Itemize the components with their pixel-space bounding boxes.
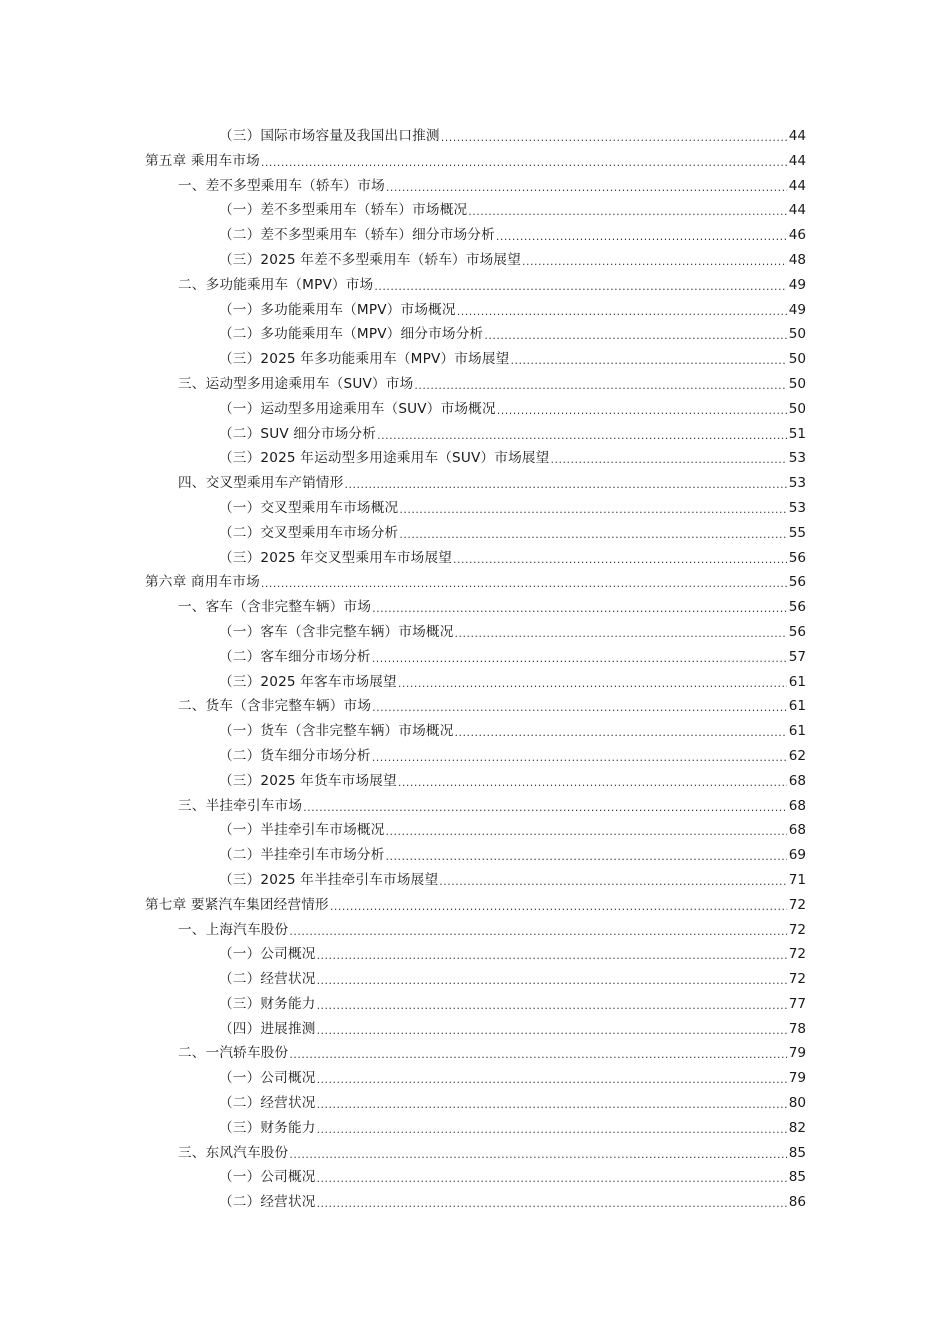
toc-page-number: 85 xyxy=(788,1169,806,1186)
toc-chapter-entry[interactable] xyxy=(0,570,950,595)
toc-section-entry[interactable] xyxy=(0,595,950,620)
toc-dot-leader xyxy=(510,349,787,374)
toc-dot-leader xyxy=(550,448,787,473)
toc-subsection-entry[interactable] xyxy=(0,248,950,273)
toc-entry-line xyxy=(178,372,806,397)
toc-subsection-entry[interactable] xyxy=(0,422,950,447)
toc-dot-leader xyxy=(386,820,787,845)
toc-entry-title: 二、一汽轿车股份 xyxy=(178,1045,289,1062)
toc-subsection-entry[interactable] xyxy=(0,992,950,1017)
toc-page-number: 85 xyxy=(788,1144,806,1161)
toc-page-number: 53 xyxy=(788,499,806,516)
toc-entry-title: （三）2025 年运动型多用途乘用车（SUV）市场展望 xyxy=(219,450,550,467)
toc-entry-title: （一）差不多型乘用车（轿车）市场概况 xyxy=(219,202,468,219)
toc-entry-title: （一）公司概况 xyxy=(219,1070,316,1087)
toc-page-number: 50 xyxy=(788,351,806,368)
toc-entry-line xyxy=(219,645,806,670)
toc-page-number: 46 xyxy=(788,227,806,244)
toc-subsection-entry[interactable] xyxy=(0,719,950,744)
toc-page-number: 50 xyxy=(788,375,806,392)
toc-page-number: 68 xyxy=(788,772,806,789)
toc-entry-title: （三）2025 年多功能乘用车（MPV）市场展望 xyxy=(219,351,510,368)
toc-entry-title: 第六章 商用车市场 xyxy=(145,574,260,591)
toc-entry-line xyxy=(219,397,806,422)
toc-subsection-entry[interactable] xyxy=(0,942,950,967)
toc-dot-leader xyxy=(317,944,787,969)
toc-dot-leader xyxy=(261,572,787,597)
toc-page-number: 61 xyxy=(788,723,806,740)
toc-page-number: 56 xyxy=(788,599,806,616)
toc-page-number: 78 xyxy=(788,1020,806,1037)
toc-subsection-entry[interactable] xyxy=(0,620,950,645)
toc-entry-title: （四）进展推测 xyxy=(219,1020,316,1037)
toc-entry-title: （二）半挂牵引车市场分析 xyxy=(219,847,385,864)
toc-entry-title: （二）货车细分市场分析 xyxy=(219,747,371,764)
toc-subsection-entry[interactable] xyxy=(0,496,950,521)
toc-page-number: 72 xyxy=(788,946,806,963)
toc-dot-leader xyxy=(317,1093,787,1118)
toc-page-number: 72 xyxy=(788,896,806,913)
toc-subsection-entry[interactable] xyxy=(0,397,950,422)
toc-subsection-entry[interactable] xyxy=(0,298,950,323)
toc-entry-line xyxy=(219,546,806,571)
toc-entry-title: （三）2025 年客车市场展望 xyxy=(219,673,397,690)
toc-entry-line xyxy=(219,620,806,645)
toc-dot-leader xyxy=(522,250,787,275)
toc-section-entry[interactable] xyxy=(0,694,950,719)
toc-dot-leader xyxy=(317,1192,787,1217)
toc-subsection-entry[interactable] xyxy=(0,546,950,571)
toc-page-number: 50 xyxy=(788,400,806,417)
toc-dot-leader xyxy=(317,994,787,1019)
toc-section-entry[interactable] xyxy=(0,794,950,819)
toc-entry-title: （二）客车细分市场分析 xyxy=(219,648,371,665)
toc-entry-line xyxy=(219,223,806,248)
toc-dot-leader xyxy=(372,647,787,672)
toc-chapter-entry[interactable] xyxy=(0,893,950,918)
toc-entry-title: （一）多功能乘用车（MPV）市场概况 xyxy=(219,301,456,318)
toc-entry-line xyxy=(178,1141,806,1166)
toc-dot-leader xyxy=(386,176,787,201)
toc-section-entry[interactable] xyxy=(0,918,950,943)
toc-entry-title: （一）半挂牵引车市场概况 xyxy=(219,822,385,839)
toc-page-number: 71 xyxy=(788,871,806,888)
toc-page-number: 61 xyxy=(788,698,806,715)
toc-entry-line xyxy=(219,446,806,471)
toc-entry-line xyxy=(178,595,806,620)
toc-subsection-entry[interactable] xyxy=(0,1017,950,1042)
toc-dot-leader xyxy=(399,498,787,523)
toc-page-number: 62 xyxy=(788,747,806,764)
toc-entry-line xyxy=(219,248,806,273)
toc-dot-leader xyxy=(398,672,787,697)
toc-entry-line xyxy=(219,1116,806,1141)
toc-entry-line xyxy=(178,794,806,819)
toc-entry-line xyxy=(145,570,806,595)
toc-entry-line xyxy=(219,496,806,521)
toc-subsection-entry[interactable] xyxy=(0,198,950,223)
toc-entry-title: （三）财务能力 xyxy=(219,995,316,1012)
toc-page-number: 82 xyxy=(788,1119,806,1136)
toc-entry-line xyxy=(219,124,806,149)
toc-section-entry[interactable] xyxy=(0,174,950,199)
toc-page-number: 55 xyxy=(788,524,806,541)
toc-entry-line xyxy=(219,818,806,843)
toc-page-number: 50 xyxy=(788,326,806,343)
toc-subsection-entry[interactable] xyxy=(0,843,950,868)
toc-subsection-entry[interactable] xyxy=(0,769,950,794)
toc-page-number: 53 xyxy=(788,450,806,467)
toc-entry-line xyxy=(219,422,806,447)
toc-entry-title: 第七章 要紧汽车集团经营情形 xyxy=(145,896,329,913)
toc-dot-leader xyxy=(345,473,787,498)
toc-page-number: 80 xyxy=(788,1095,806,1112)
toc-section-entry[interactable] xyxy=(0,372,950,397)
toc-dot-leader xyxy=(484,324,787,349)
toc-entry-title: 二、多功能乘用车（MPV）市场 xyxy=(178,276,374,293)
toc-page-number: 69 xyxy=(788,847,806,864)
toc-subsection-entry[interactable] xyxy=(0,1091,950,1116)
toc-dot-leader xyxy=(317,1019,787,1044)
toc-entry-line xyxy=(219,1165,806,1190)
toc-dot-leader xyxy=(289,1143,787,1168)
toc-subsection-entry[interactable] xyxy=(0,670,950,695)
toc-entry-title: 一、上海汽车股份 xyxy=(178,921,289,938)
toc-entry-line xyxy=(219,322,806,347)
toc-dot-leader xyxy=(261,151,787,176)
toc-page-number: 77 xyxy=(788,995,806,1012)
toc-entry-line xyxy=(219,719,806,744)
toc-entry-line xyxy=(219,198,806,223)
toc-dot-leader xyxy=(439,870,787,895)
toc-dot-leader xyxy=(317,1068,787,1093)
toc-page-number: 56 xyxy=(788,623,806,640)
toc-subsection-entry[interactable] xyxy=(0,223,950,248)
toc-dot-leader xyxy=(496,225,787,250)
toc-page-number: 68 xyxy=(788,797,806,814)
toc-entry-title: （一）公司概况 xyxy=(219,1169,316,1186)
toc-entry-line xyxy=(219,1190,806,1215)
toc-entry-title: 四、交叉型乘用车产销情形 xyxy=(178,475,344,492)
toc-page-number: 72 xyxy=(788,921,806,938)
toc-section-entry[interactable] xyxy=(0,273,950,298)
toc-page-number: 44 xyxy=(788,128,806,144)
toc-dot-leader xyxy=(372,696,787,721)
toc-entry-line xyxy=(219,670,806,695)
toc-entry-title: 第五章 乘用车市场 xyxy=(145,152,260,169)
table-of-contents xyxy=(0,124,950,1215)
toc-entry-title: （二）SUV 细分市场分析 xyxy=(219,425,377,442)
toc-dot-leader xyxy=(386,845,787,870)
toc-section-entry[interactable] xyxy=(0,1041,950,1066)
toc-entry-line xyxy=(219,942,806,967)
toc-entry-line xyxy=(178,471,806,496)
toc-page-number: 61 xyxy=(788,673,806,690)
toc-entry-line xyxy=(219,868,806,893)
toc-entry-title: 三、运动型多用途乘用车（SUV）市场 xyxy=(178,375,414,392)
toc-entry-title: （二）差不多型乘用车（轿车）细分市场分析 xyxy=(219,227,495,244)
toc-subsection-entry[interactable] xyxy=(0,124,950,149)
toc-chapter-entry[interactable] xyxy=(0,149,950,174)
toc-entry-title: （二）交叉型乘用车市场分析 xyxy=(219,524,399,541)
toc-entry-line xyxy=(219,843,806,868)
toc-dot-leader xyxy=(372,746,787,771)
toc-page-number: 56 xyxy=(788,574,806,591)
toc-page-number: 49 xyxy=(788,276,806,293)
toc-section-entry[interactable] xyxy=(0,471,950,496)
toc-page-number: 79 xyxy=(788,1045,806,1062)
toc-entry-title: （一）交叉型乘用车市场概况 xyxy=(219,499,399,516)
toc-page-number: 68 xyxy=(788,822,806,839)
toc-dot-leader xyxy=(289,1043,787,1068)
toc-page-number: 56 xyxy=(788,549,806,566)
toc-entry-title: （一）运动型多用途乘用车（SUV）市场概况 xyxy=(219,400,496,417)
toc-entry-title: （二）经营状况 xyxy=(219,1095,316,1112)
toc-dot-leader xyxy=(497,399,787,424)
toc-dot-leader xyxy=(289,920,787,945)
toc-subsection-entry[interactable] xyxy=(0,1165,950,1190)
toc-entry-line xyxy=(219,769,806,794)
toc-page-number: 44 xyxy=(788,177,806,194)
toc-dot-leader xyxy=(374,275,787,300)
toc-entry-title: （一）货车（含非完整车辆）市场概况 xyxy=(219,723,454,740)
toc-subsection-entry[interactable] xyxy=(0,1190,950,1215)
toc-entry-line xyxy=(219,347,806,372)
toc-subsection-entry[interactable] xyxy=(0,744,950,769)
toc-entry-line xyxy=(219,1017,806,1042)
toc-entry-title: （三）2025 年半挂牵引车市场展望 xyxy=(219,871,439,888)
toc-dot-leader xyxy=(455,622,788,647)
toc-page-number: 48 xyxy=(788,251,806,268)
toc-entry-title: （二）经营状况 xyxy=(219,1194,316,1211)
toc-section-entry[interactable] xyxy=(0,1141,950,1166)
toc-entry-line xyxy=(219,992,806,1017)
toc-entry-line xyxy=(219,298,806,323)
toc-entry-title: （三）财务能力 xyxy=(219,1119,316,1136)
toc-subsection-entry[interactable] xyxy=(0,645,950,670)
toc-entry-line xyxy=(145,149,806,174)
toc-entry-line xyxy=(178,1041,806,1066)
toc-dot-leader xyxy=(303,796,787,821)
toc-page-number: 72 xyxy=(788,971,806,988)
toc-dot-leader xyxy=(399,523,787,548)
toc-dot-leader xyxy=(317,1118,787,1143)
toc-dot-leader xyxy=(453,548,787,573)
toc-entry-line xyxy=(219,521,806,546)
toc-entry-line xyxy=(219,744,806,769)
toc-entry-line xyxy=(178,174,806,199)
toc-subsection-entry[interactable] xyxy=(0,868,950,893)
toc-dot-leader xyxy=(398,771,787,796)
toc-subsection-entry[interactable] xyxy=(0,347,950,372)
toc-subsection-entry[interactable] xyxy=(0,1066,950,1091)
toc-subsection-entry[interactable] xyxy=(0,322,950,347)
toc-page-number: 86 xyxy=(788,1194,806,1211)
toc-entry-title: 三、东风汽车股份 xyxy=(178,1144,289,1161)
toc-entry-title: （三）国际市场容量及我国出口推测 xyxy=(219,128,440,144)
toc-dot-leader xyxy=(455,721,788,746)
toc-dot-leader xyxy=(330,895,787,920)
toc-subsection-entry[interactable] xyxy=(0,521,950,546)
toc-dot-leader xyxy=(414,374,787,399)
toc-dot-leader xyxy=(372,597,787,622)
toc-entry-line xyxy=(178,273,806,298)
toc-entry-line xyxy=(219,1066,806,1091)
toc-entry-title: （二）经营状况 xyxy=(219,971,316,988)
toc-entry-line xyxy=(178,918,806,943)
toc-entry-title: （三）2025 年交叉型乘用车市场展望 xyxy=(219,549,453,566)
toc-page-number: 49 xyxy=(788,301,806,318)
toc-entry-title: （一）客车（含非完整车辆）市场概况 xyxy=(219,623,454,640)
toc-entry-title: 一、客车（含非完整车辆）市场 xyxy=(178,599,372,616)
toc-dot-leader xyxy=(377,424,787,449)
toc-dot-leader xyxy=(317,969,787,994)
toc-subsection-entry[interactable] xyxy=(0,446,950,471)
toc-dot-leader xyxy=(317,1167,787,1192)
toc-subsection-entry[interactable] xyxy=(0,967,950,992)
toc-subsection-entry[interactable] xyxy=(0,818,950,843)
toc-entry-title: （三）2025 年差不多型乘用车（轿车）市场展望 xyxy=(219,251,521,268)
toc-page-number: 79 xyxy=(788,1070,806,1087)
toc-page-number: 51 xyxy=(788,425,806,442)
toc-page-number: 44 xyxy=(788,202,806,219)
toc-entry-title: （一）公司概况 xyxy=(219,946,316,963)
toc-entry-title: （三）2025 年货车市场展望 xyxy=(219,772,397,789)
toc-entry-title: 二、货车（含非完整车辆）市场 xyxy=(178,698,372,715)
toc-entry-line xyxy=(219,1091,806,1116)
toc-entry-line xyxy=(219,967,806,992)
toc-entry-line xyxy=(145,893,806,918)
toc-dot-leader xyxy=(441,126,787,151)
toc-page-number: 53 xyxy=(788,475,806,492)
toc-dot-leader xyxy=(468,200,787,225)
toc-page-number: 44 xyxy=(788,152,806,169)
toc-subsection-entry[interactable] xyxy=(0,1116,950,1141)
toc-entry-title: 一、差不多型乘用车（轿车）市场 xyxy=(178,177,385,194)
toc-entry-title: （二）多功能乘用车（MPV）细分市场分析 xyxy=(219,326,484,343)
toc-entry-title: 三、半挂牵引车市场 xyxy=(178,797,303,814)
toc-entry-line xyxy=(178,694,806,719)
toc-dot-leader xyxy=(457,300,787,325)
toc-page-number: 57 xyxy=(788,648,806,665)
